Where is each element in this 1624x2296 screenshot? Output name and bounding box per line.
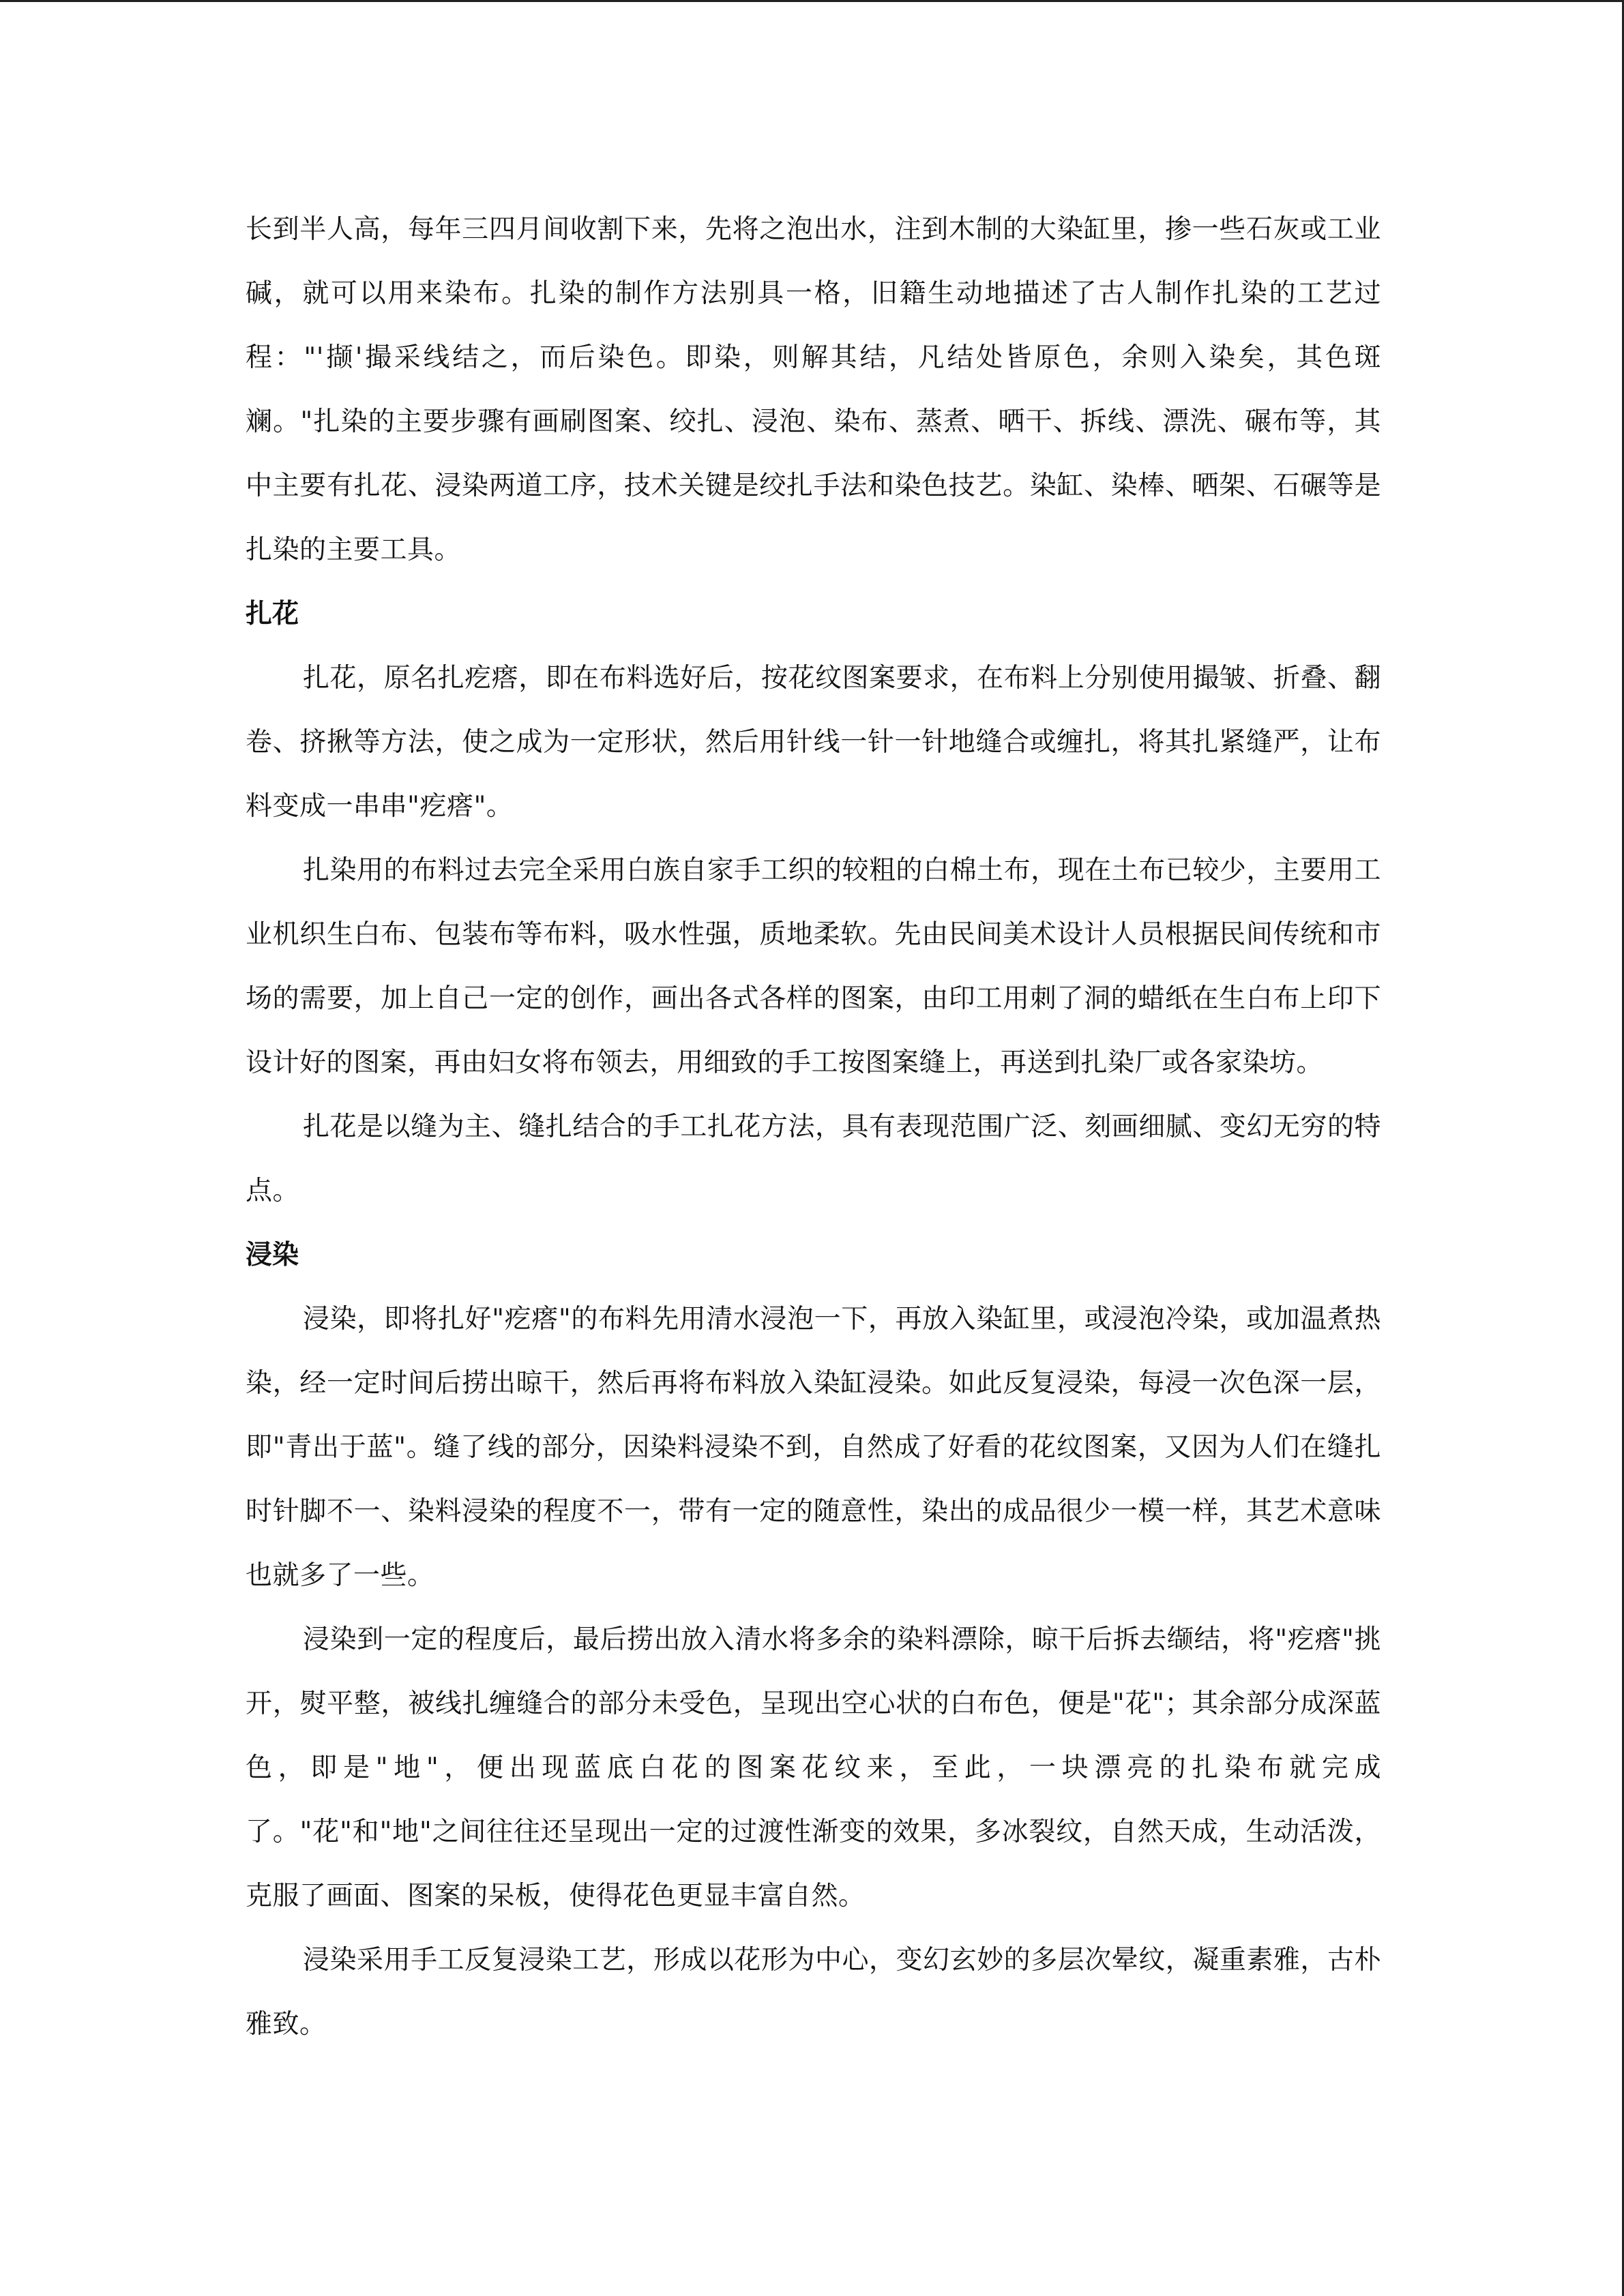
section-heading-jinran: 浸染: [246, 1240, 299, 1270]
jinran-paragraph-1: 浸染，即将扎好"疙瘩"的布料先用清水浸泡一下，再放入染缸里，或浸泡冷染，或加温煮热染，经一定时间后捞出晾干，然后再将布料放入染缸浸染。如此反复浸染，每浸一次色深一层，即"青出于蓝"。缝了线的部分，因染料浸染不到，自然成了好看的花纹图案，又因为人们在缝扎时针脚不一、染料浸染的程度不一，带有一定的随意性，染出的成品很少一模一样，其艺术意味也就多了一些。: [246, 1304, 1381, 1591]
page-border-top: [0, 0, 1624, 2]
zhahua-paragraph-1: 扎花，原名扎疙瘩，即在布料选好后，按花纹图案要求，在布料上分别使用撮皱、折叠、翻卷、挤揪等方法，使之成为一定形状，然后用针线一针一针地缝合或缠扎，将其扎紧缝严，让布料变成一串串"疙瘩"。: [246, 663, 1381, 822]
section-heading-zhahua: 扎花: [246, 599, 299, 629]
jinran-paragraph-3: 浸染采用手工反复浸染工艺，形成以花形为中心，变幻玄妙的多层次晕纹，凝重素雅，古朴雅致。: [246, 1945, 1381, 2040]
intro-paragraph: 长到半人高，每年三四月间收割下来，先将之泡出水，注到木制的大染缸里，掺一些石灰或工业碱，就可以用来染布。扎染的制作方法别具一格，旧籍生动地描述了古人制作扎染的工艺过程："'撷'撮采线结之，而后染色。即染，则解其结，凡结处皆原色，余则入染矣，其色斑斓。"扎染的主要步骤有画刷图案、绞扎、浸泡、染布、蒸煮、晒干、拆线、漂洗、碾布等，其中主要有扎花、浸染两道工序，技术关键是绞扎手法和染色技艺。染缸、染棒、晒架、石碾等是扎染的主要工具。: [246, 214, 1381, 565]
zhahua-paragraph-2: 扎染用的布料过去完全采用白族自家手工织的较粗的白棉土布，现在土布已较少，主要用工业机织生白布、包装布等布料，吸水性强，质地柔软。先由民间美术设计人员根据民间传统和市场的需要，加上自己一定的创作，画出各式各样的图案，由印工用刺了洞的蜡纸在生白布上印下设计好的图案，再由妇女将布领去，用细致的手工按图案缝上，再送到扎染厂或各家染坊。: [246, 855, 1381, 1078]
zhahua-paragraph-3: 扎花是以缝为主、缝扎结合的手工扎花方法，具有表现范围广泛、刻画细腻、变幻无穷的特点。: [246, 1112, 1381, 1206]
document-body: [246, 198, 1381, 2057]
jinran-paragraph-2: 浸染到一定的程度后，最后捞出放入清水将多余的染料漂除，晾干后拆去缬结，将"疙瘩"挑开，熨平整，被线扎缠缝合的部分未受色，呈现出空心状的白布色，便是"花"；其余部分成深蓝色，即是"地"，便出现蓝底白花的图案花纹来，至此，一块漂亮的扎染布就完成了。"花"和"地"之间往往还呈现出一定的过渡性渐变的效果，多冰裂纹，自然天成，生动活泼，克服了画面、图案的呆板，使得花色更显丰富自然。: [246, 1624, 1381, 1911]
